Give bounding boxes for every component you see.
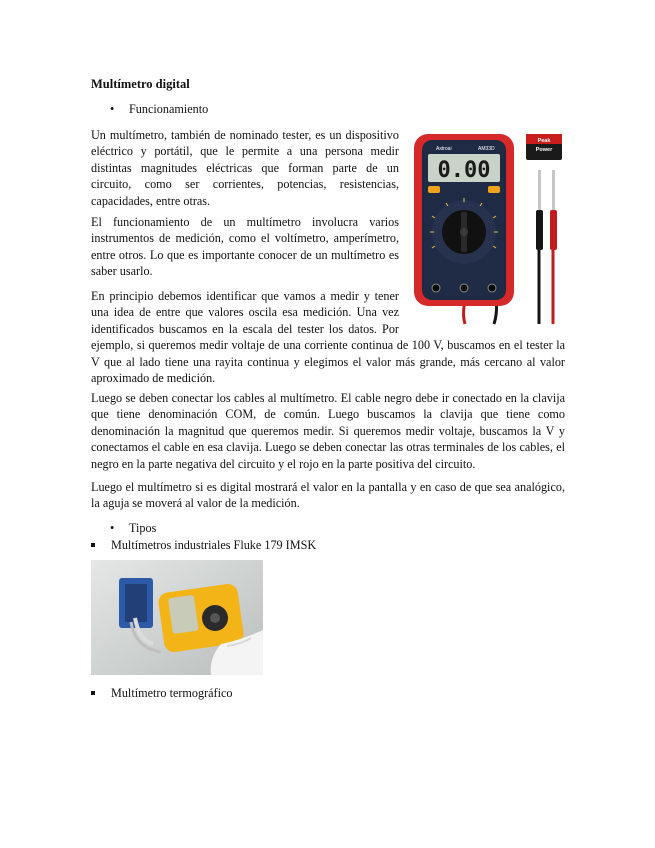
square-bullet-icon [91, 691, 95, 695]
section-heading-label: Tipos [129, 521, 157, 535]
meter-model: AM33D [478, 146, 495, 152]
list-item-label: Multímetros industriales Fluke 179 IMSK [111, 538, 317, 552]
bullet-icon: • [110, 102, 115, 116]
battery-brand-2: Power [535, 147, 553, 153]
meter-display: 0.00 [437, 158, 491, 183]
paragraph-1: Un multímetro, también de nominado tester, es un dispositivo eléctrico y portátil, que le permite a una persona medir distintas magnitudes eléctricas que forman parte de un circuito, como ser corrientes, potencias, resistencias, capacidades, entre otras. [91, 128, 399, 208]
bullet-icon: • [110, 521, 115, 535]
page-title: Multímetro digital [91, 77, 190, 91]
meter-brand: Astroai [436, 146, 452, 152]
paragraph-5: Luego el multímetro si es digital mostrará el valor en la pantalla y en caso de que sea analógico, la aguja se moverá al valor de la medición. [91, 480, 565, 511]
fluke-multimeter-image [91, 560, 263, 675]
paragraph-4: Luego se deben conectar los cables al multímetro. El cable negro debe ir conectado en la clavija que tiene denominación COM, de común. Luego buscamos la clavija que tiene como denominación la magnitud que queremos medir. Si queremos medir voltaje, buscamos la V y conectamos el cable en esa clavija. Luego se deben conectar las otras terminales de los cables, el negro en la parte negativa del circuito y el rojo en la parte positiva del circuito. [91, 391, 565, 471]
list-item-label: Multímetro termográfico [111, 686, 233, 700]
multimeter-image [410, 128, 566, 326]
square-bullet-icon [91, 543, 95, 547]
section-heading-label: Funcionamiento [129, 102, 209, 116]
paragraph-3-text: En principio debemos identificar que vamos a medir y tener una idea de entre que valores oscila esa medición. Una vez identificados buscamos en la escala del tester los datos. Por ejemplo, si queremos medir voltaje de una corriente continua de 100 V, buscamos en el tester la V que al lado tiene una rayita continua y elegimos el valor más grande, más cercano al valor aproximado de medición. [91, 289, 565, 386]
battery-brand-1: Peak [537, 138, 551, 144]
paragraph-2: El funcionamiento de un multímetro involucra varios instrumentos de medición, como el voltímetro, amperímetro, entre otros. Lo que es importante conocer de un multímetro es saber usarlo. [91, 215, 399, 279]
